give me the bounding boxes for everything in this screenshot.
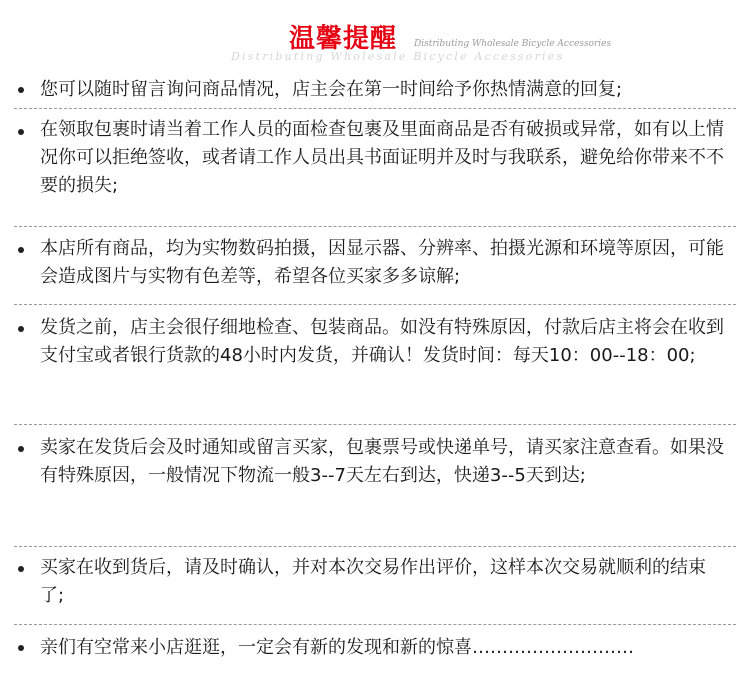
notice-text: 您可以随时留言询问商品情况，店主会在第一时间给予你热情满意的回复; xyxy=(40,79,623,100)
bullet-icon xyxy=(18,645,24,651)
header xyxy=(0,0,750,70)
notice-text: 买家在收到货后，请及时确认，并对本次交易作出评价，这样本次交易就顺利的结束了; xyxy=(40,557,706,606)
page-title: 温馨提醒 xyxy=(289,24,398,54)
divider xyxy=(14,226,736,227)
divider xyxy=(14,108,736,109)
notice-text: 在领取包裹时请当着工作人员的面检查包裹及里面商品是否有破损或异常，如有以上情况你可以拒绝签收，或者请工作人员出具书面证明并及时与我联系，避免给你带来不不要的损失; xyxy=(40,119,724,196)
bullet-icon xyxy=(18,446,24,452)
divider xyxy=(14,304,736,305)
bullet-icon xyxy=(18,129,24,135)
notice-text: 发货之前，店主会很仔细地检查、包装商品。如没有特殊原因，付款后店主将会在收到支付宝或者银行货款的48小时内发货，并确认！发货时间：每天10：00--18：00; xyxy=(40,317,724,366)
divider xyxy=(14,424,736,425)
notice-text: 本店所有商品，均为实物数码拍摄，因显示器、分辨率、拍摄光源和环境等原因，可能会造成图片与实物有色差等，希望各位买家多多谅解; xyxy=(40,238,724,287)
notice-text: 卖家在发货后会及时通知或留言买家，包裹票号或快递单号，请买家注意查看。如果没有特殊原因，一般情况下物流一般3--7天左右到达，快递3--5天到达; xyxy=(40,437,724,486)
bullet-icon xyxy=(18,326,24,332)
bullet-icon xyxy=(18,247,24,253)
bullet-icon xyxy=(18,87,24,93)
tagline-small: Distributing Wholesale Bicycle Accessories xyxy=(414,39,612,49)
divider xyxy=(14,546,736,547)
tagline-large: Distributing Wholesale Bicycle Accessories xyxy=(231,50,565,63)
notice-text: 亲们有空常来小店逛逛，一定会有新的发现和新的惊喜……………………… xyxy=(40,637,634,658)
divider xyxy=(14,624,736,625)
bullet-icon xyxy=(18,566,24,572)
